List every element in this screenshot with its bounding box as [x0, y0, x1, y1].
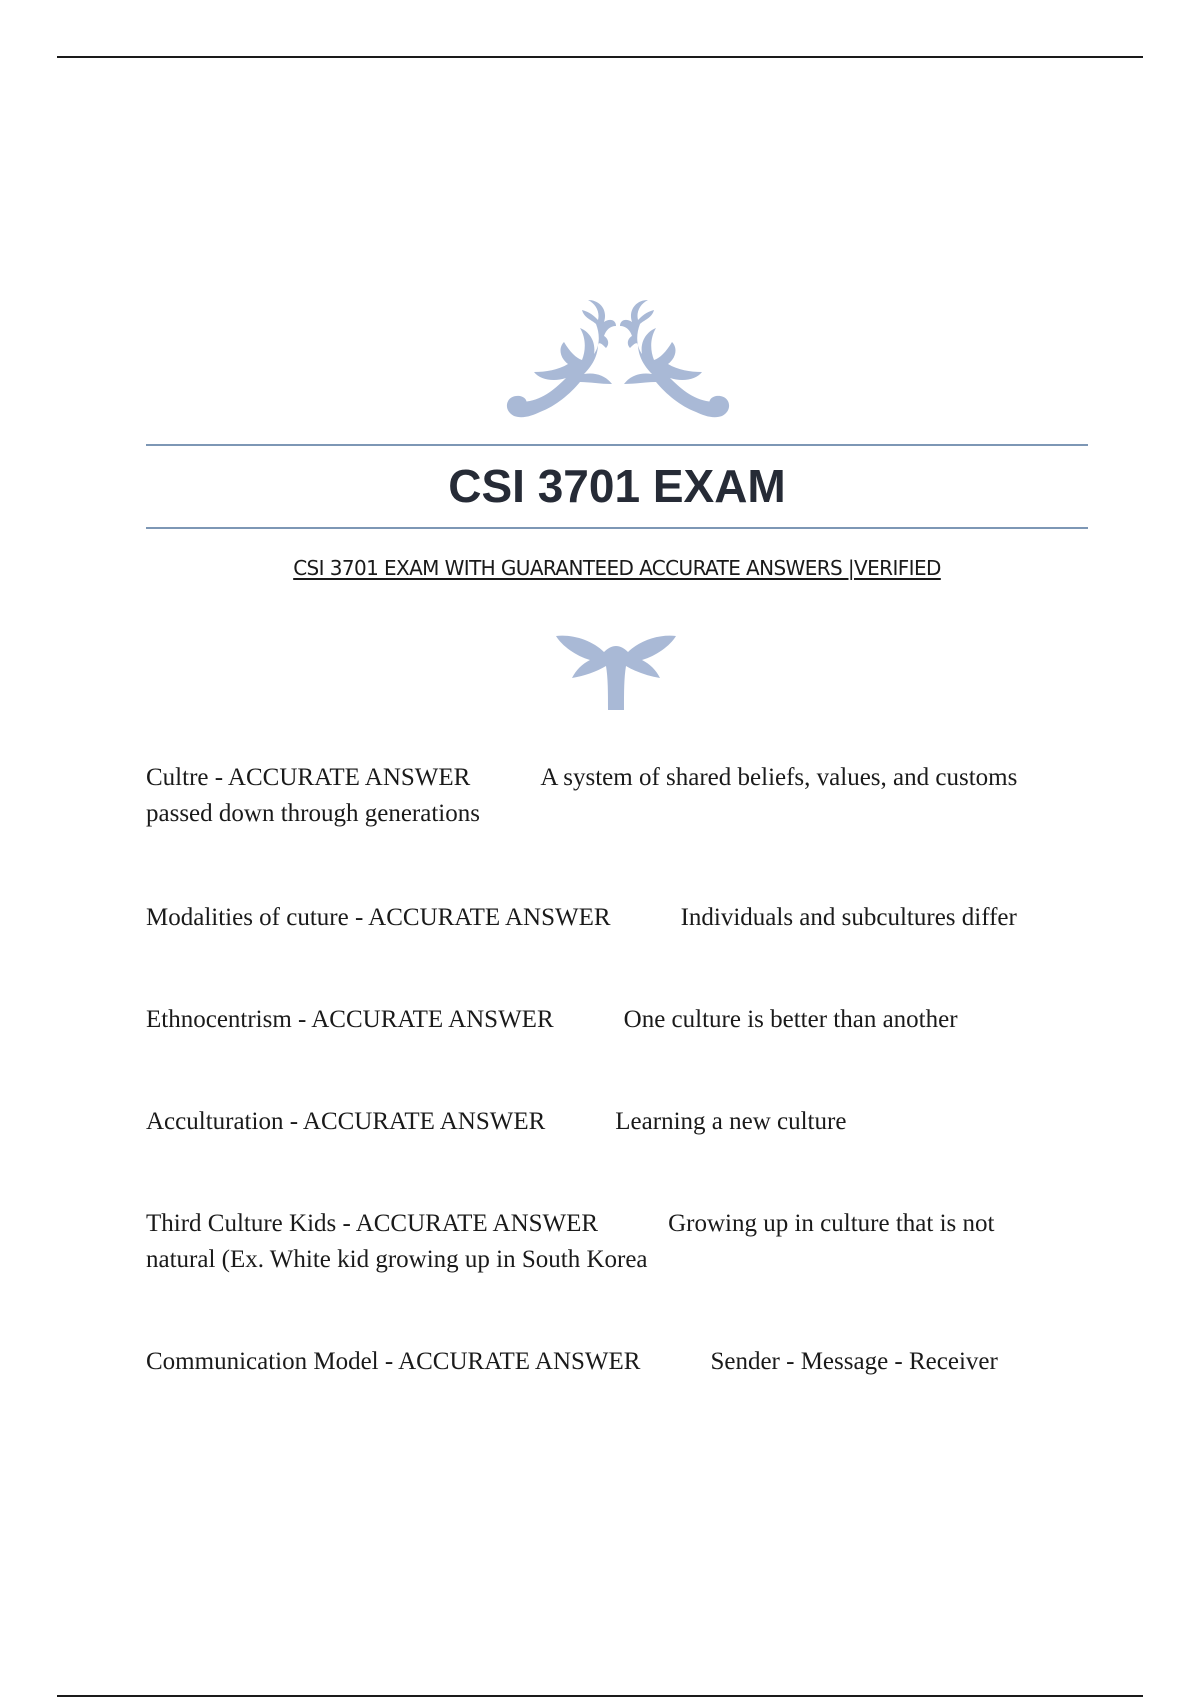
qa-entry	[146, 760, 1066, 832]
qa-term: Cultre - ACCURATE ANSWER	[146, 764, 471, 791]
leaf-divider-ornament	[552, 630, 680, 712]
title-bottom-rule	[146, 527, 1088, 529]
qa-answer: A system of shared beliefs, values, and customs passed down through generations	[146, 764, 1018, 827]
qa-term: Acculturation - ACCURATE ANSWER	[146, 1108, 546, 1135]
qa-answer: One culture is better than another	[623, 1006, 958, 1033]
qa-entry	[146, 1206, 1066, 1278]
qa-entry	[146, 1344, 1066, 1380]
qa-answer: Learning a new culture	[615, 1108, 847, 1135]
qa-answer: Growing up in culture that is not natural (Ex. White kid growing up in South Korea	[146, 1210, 995, 1273]
qa-term: Modalities of cuture - ACCURATE ANSWER	[146, 904, 611, 931]
qa-term: Ethnocentrism - ACCURATE ANSWER	[146, 1006, 554, 1033]
qa-term: Communication Model - ACCURATE ANSWER	[146, 1348, 641, 1375]
floral-flourish-ornament	[500, 298, 736, 426]
qa-entry	[146, 1002, 1066, 1038]
page-top-rule	[57, 56, 1143, 58]
qa-entry	[146, 900, 1066, 936]
document-title: CSI 3701 EXAM	[448, 460, 786, 512]
qa-entry	[146, 1104, 1066, 1140]
qa-term: Third Culture Kids - ACCURATE ANSWER	[146, 1210, 599, 1237]
qa-list	[146, 760, 1066, 1380]
page-bottom-rule	[57, 1695, 1143, 1697]
document-subtitle: CSI 3701 EXAM WITH GUARANTEED ACCURATE ANSWERS |VERIFIED	[293, 556, 941, 580]
title-top-rule	[146, 444, 1088, 446]
qa-answer: Individuals and subcultures differ	[680, 904, 1017, 931]
qa-answer: Sender - Message - Receiver	[710, 1348, 998, 1375]
